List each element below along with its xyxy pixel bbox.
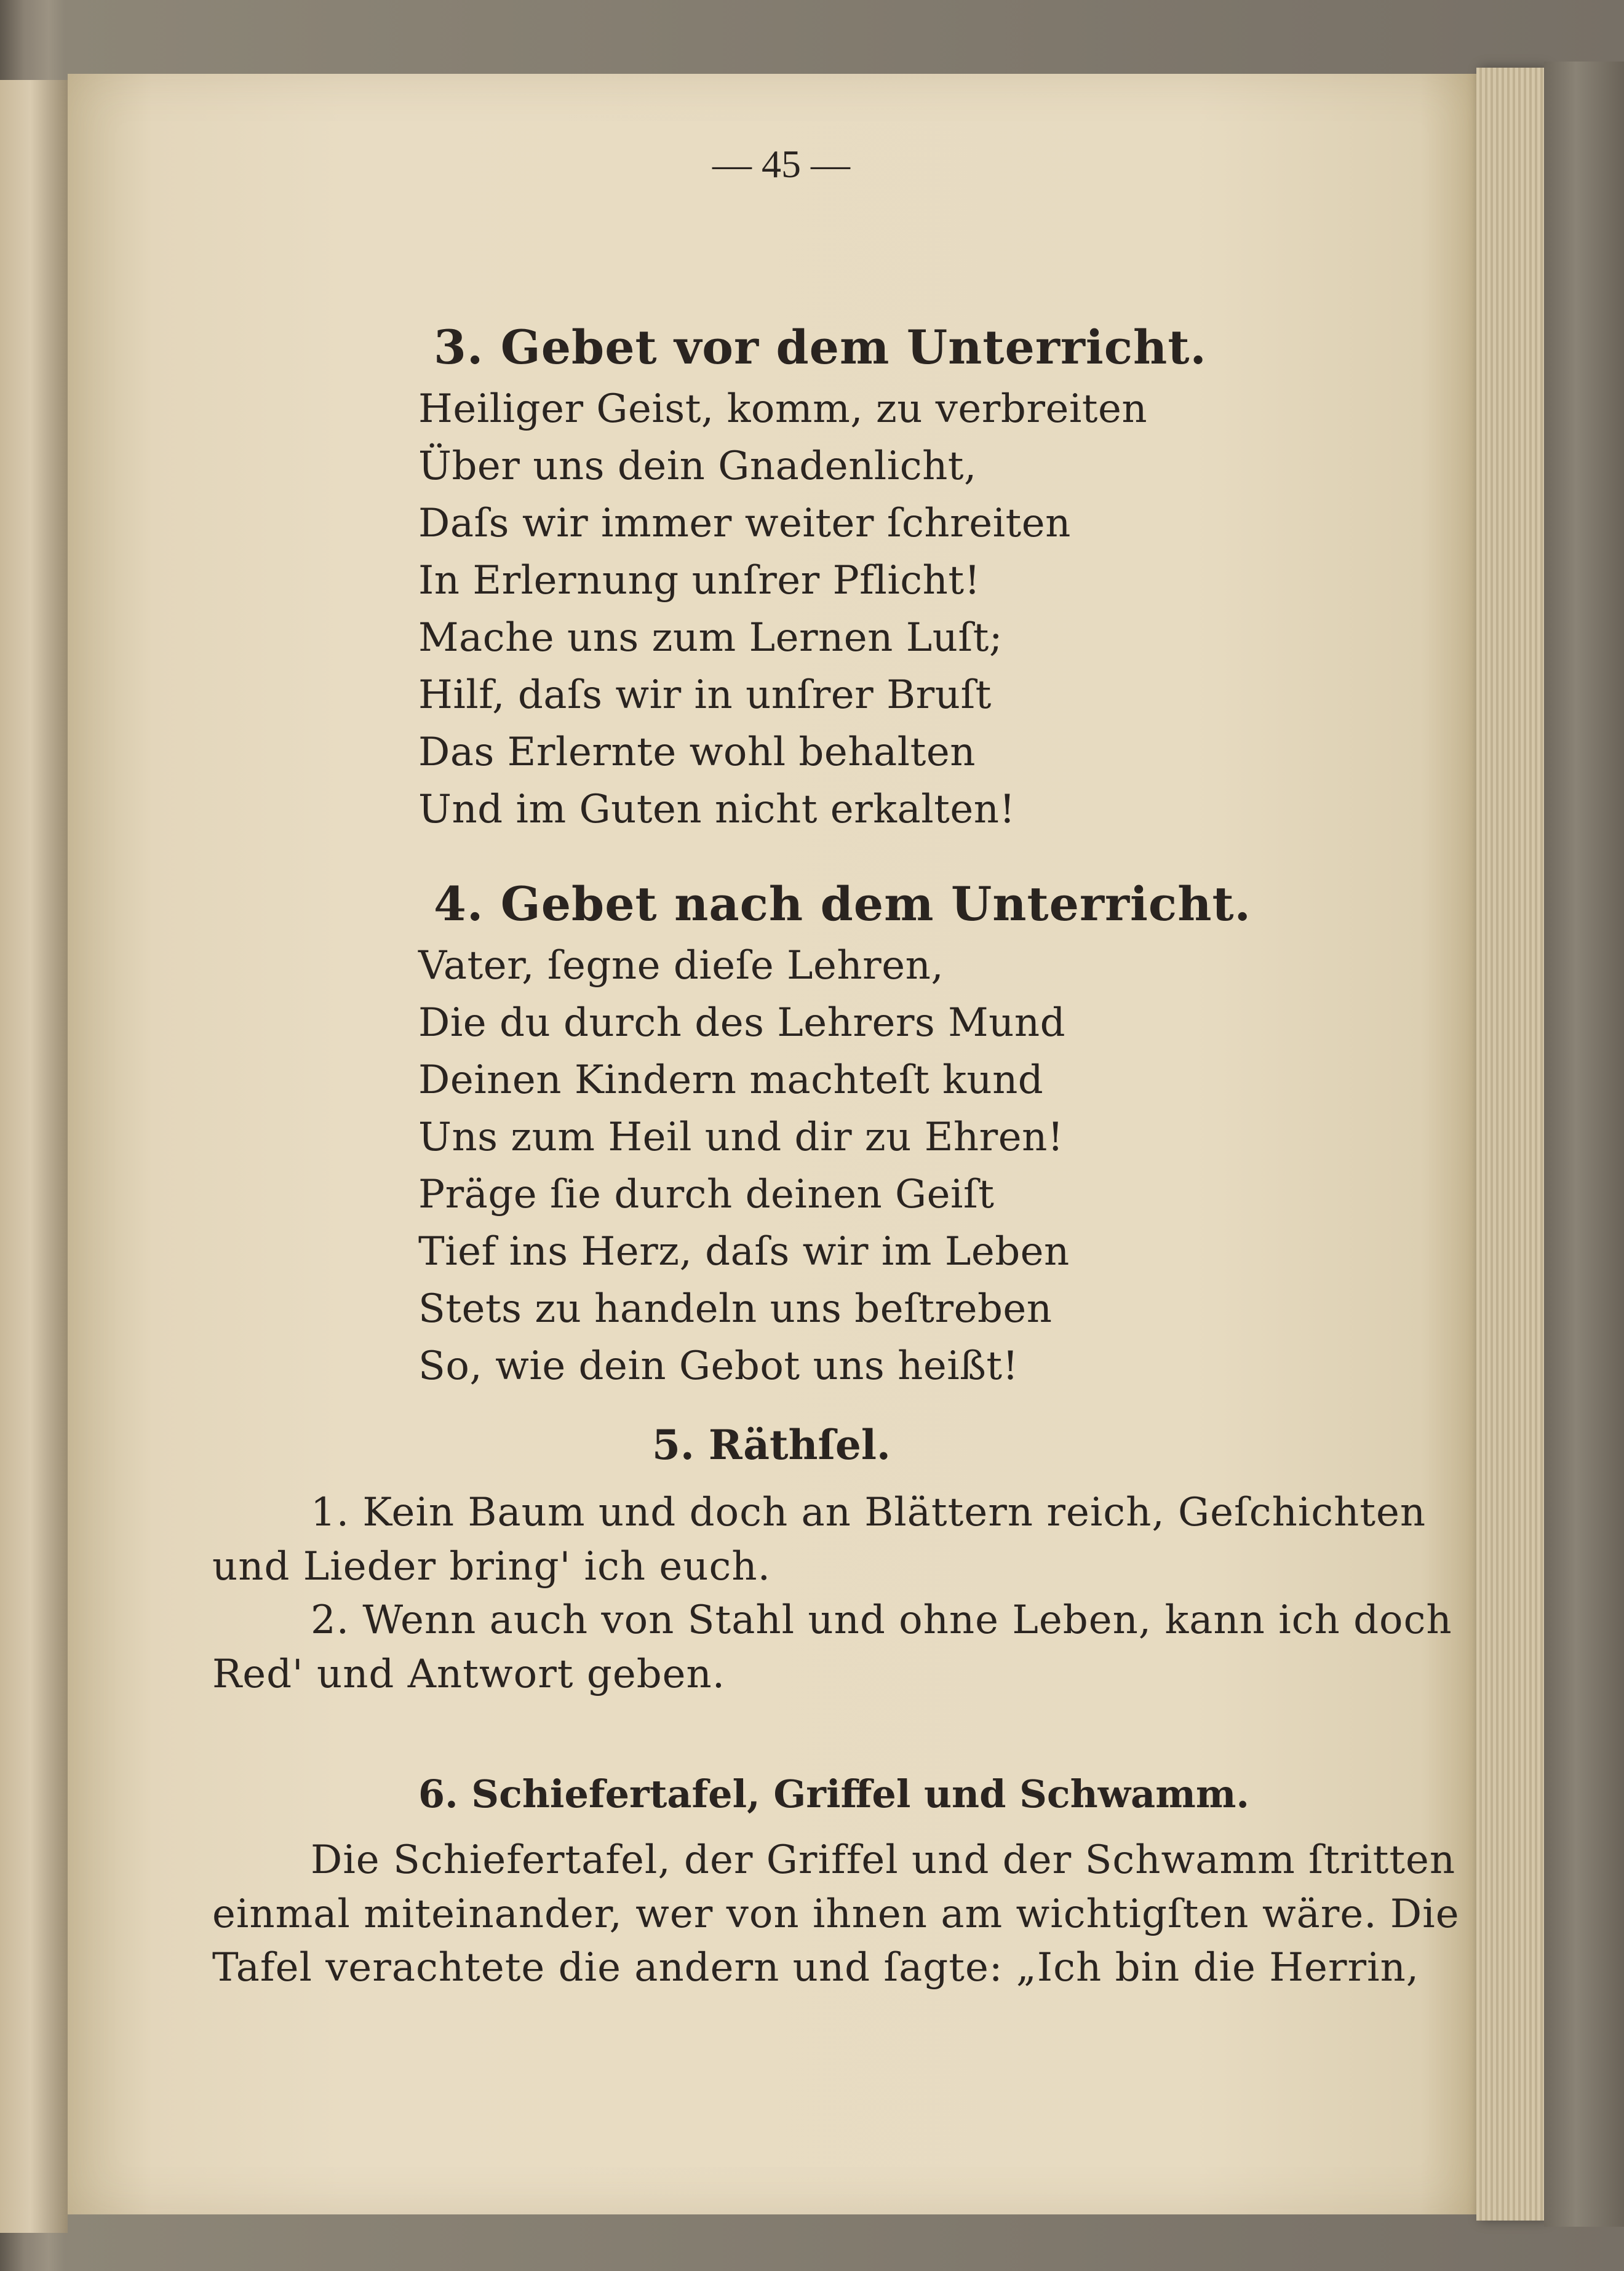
- verse-line: Heiliger Geist, komm, zu verbreiten: [418, 386, 1148, 432]
- verse-line: Deinen Kindern machteſt kund: [418, 1057, 1044, 1103]
- verse-line: Das Erlernte wohl behalten: [418, 730, 976, 775]
- verse-line: Stets zu handeln uns beſtreben: [418, 1286, 1053, 1332]
- verse-line: Tief ins Herz, daſs wir im Leben: [418, 1229, 1070, 1275]
- prose-line: einmal miteinander, wer von ihnen am wichtigſten wäre. Die: [212, 1891, 1460, 1937]
- riddle-line: 2. Wenn auch von Stahl und ohne Leben, kann ich doch: [311, 1597, 1452, 1643]
- verse-line: Über uns dein Gnadenlicht,: [418, 443, 977, 489]
- verse-line: Vater, ſegne dieſe Lehren,: [418, 943, 944, 988]
- page-number: — 45 —: [712, 142, 850, 186]
- verse-line: Präge ſie durch deinen Geiſt: [418, 1172, 995, 1217]
- section-4-title: 4. Gebet nach dem Unterricht.: [434, 877, 1252, 931]
- prose-line: Die Schiefertafel, der Griffel und der Schwamm ſtritten: [311, 1837, 1456, 1883]
- verse-line: So, wie dein Gebot uns heißt!: [418, 1343, 1019, 1389]
- riddle-line: und Lieder bring' ich euch.: [212, 1544, 771, 1589]
- riddle-line: 1. Kein Baum und doch an Blättern reich, Geſchichten: [311, 1490, 1427, 1535]
- prose-line: Tafel verachtete die andern und ſagte: „Ich bin die Herrin,: [212, 1945, 1420, 1991]
- riddle-line: Red' und Antwort geben.: [212, 1652, 726, 1697]
- section-6-title: 6. Schiefertafel, Griffel und Schwamm.: [418, 1772, 1250, 1816]
- verse-line: Die du durch des Lehrers Mund: [418, 1000, 1066, 1046]
- verse-line: Und im Guten nicht erkalten!: [418, 787, 1016, 832]
- verse-line: Mache uns zum Lernen Luſt;: [418, 615, 1003, 661]
- verse-line: Hilf, daſs wir in unſrer Bruſt: [418, 672, 992, 718]
- section-5-title: 5. Räthſel.: [652, 1421, 891, 1469]
- verse-line: Daſs wir immer weiter ſchreiten: [418, 501, 1071, 546]
- verse-line: Uns zum Heil und dir zu Ehren!: [418, 1115, 1064, 1160]
- verse-line: In Erlernung unſrer Pflicht!: [418, 558, 981, 603]
- section-3-title: 3. Gebet vor dem Unterricht.: [434, 320, 1207, 375]
